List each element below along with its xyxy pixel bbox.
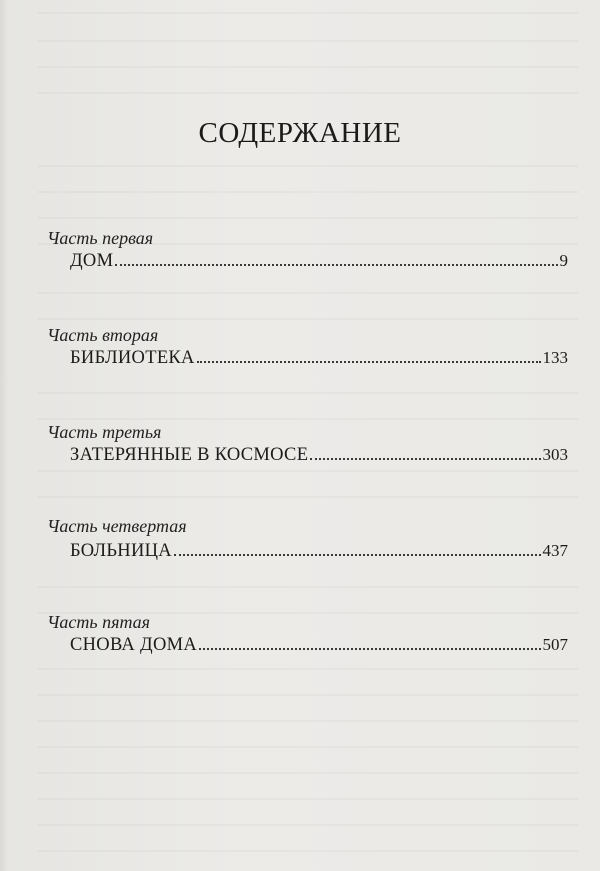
dot-leader [199,648,540,650]
toc-entry-2 [70,348,568,369]
part-3-page: 303 [542,445,568,464]
part-3-title: ЗАТЕРЯННЫЕ В КОСМОСЕ [70,445,309,465]
part-5-title: СНОВА ДОМА [70,635,198,655]
part-2-page: 133 [542,348,568,367]
part-3-label: Часть третья [47,422,162,442]
toc-entry-5 [70,635,568,656]
toc-entry-4 [70,541,568,562]
dot-leader [174,554,541,556]
part-2-label: Часть вторая [47,325,159,345]
toc-title: СОДЕРЖАНИЕ [198,117,402,149]
part-1-page: 9 [559,251,568,270]
part-4-page: 437 [542,541,568,560]
part-2-title: БИБЛИОТЕКА [70,348,195,368]
dot-leader [115,264,557,266]
dot-leader [310,458,540,460]
part-4-label: Часть четвертая [47,516,187,536]
part-4-title: БОЛЬНИЦА [70,541,172,561]
toc-entry-3 [70,445,568,466]
dot-leader [197,361,541,363]
part-1-title: ДОМ [70,251,114,271]
toc-entry-1 [70,251,568,272]
part-1-label: Часть первая [47,228,154,248]
part-5-label: Часть пятая [47,612,151,632]
part-5-page: 507 [542,635,568,654]
